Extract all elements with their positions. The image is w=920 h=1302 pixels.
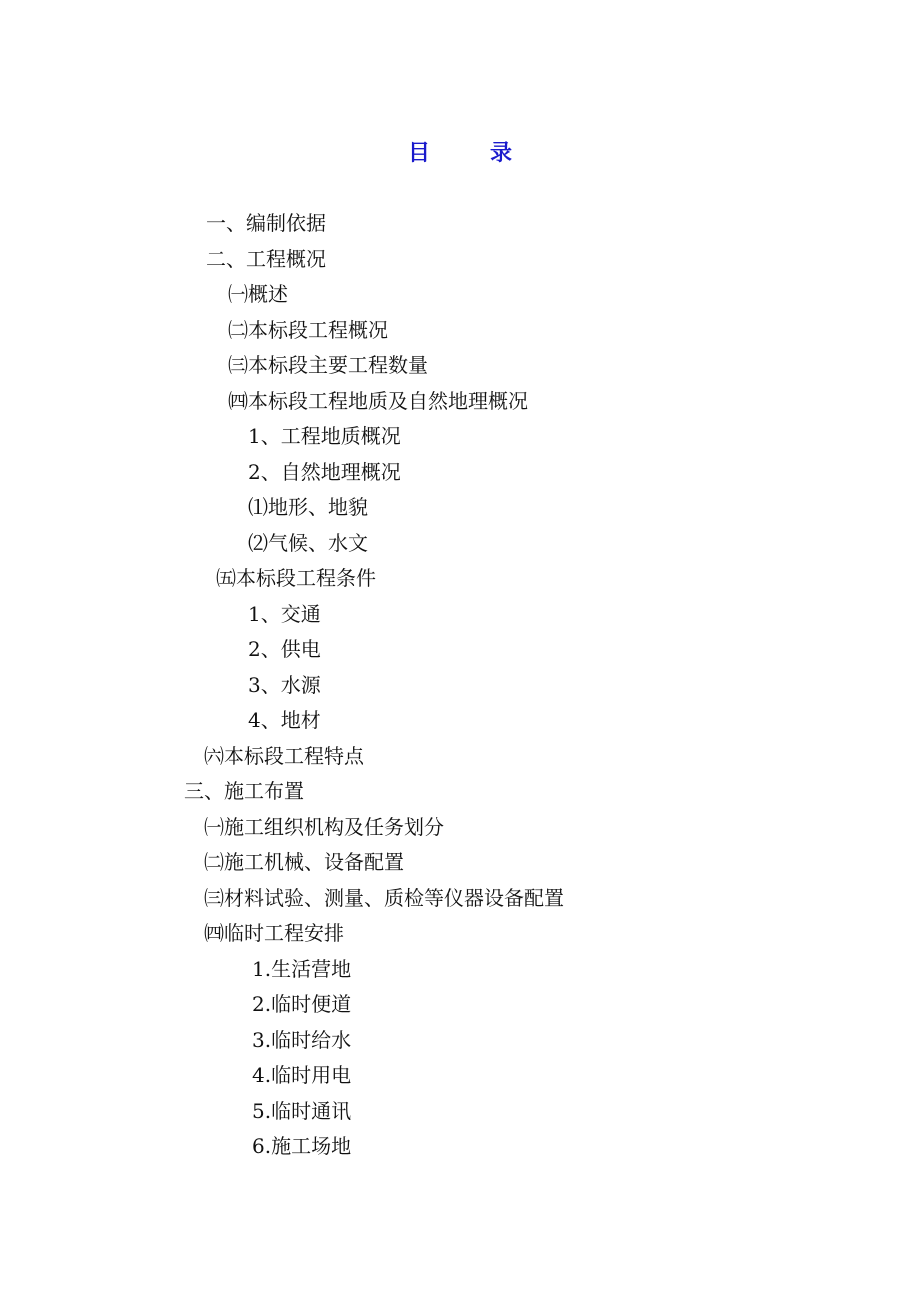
toc-entry: ㈠概述 [228,282,288,306]
toc-entry: ㈢本标段主要工程数量 [228,353,428,377]
toc-entry: ㈣临时工程安排 [204,921,344,945]
title-char-1: 目 [407,140,430,166]
table-of-contents [0,206,920,1165]
toc-entry: ⑵气候、水文 [248,530,368,555]
toc-entry: 1、交通 [248,601,321,626]
toc-entry: ㈣本标段工程地质及自然地理概况 [228,388,528,413]
toc-entry: 三、施工布置 [184,779,304,803]
toc-entry: 5.临时通讯 [252,1098,352,1123]
toc-entry: 4、地材 [248,708,321,732]
toc-entry: ㈥本标段工程特点 [204,743,364,768]
page-title [0,138,920,168]
toc-entry: 2、自然地理概况 [248,459,401,484]
toc-entry: 一、编制依据 [206,211,326,235]
toc-entry: 3.临时给水 [252,1027,352,1052]
toc-entry: ㈤本标段工程条件 [216,566,376,590]
toc-entry: 二、工程概况 [206,246,326,271]
toc-entry: ㈢材料试验、测量、质检等仪器设备配置 [204,885,564,910]
toc-entry: 1、工程地质概况 [248,424,401,448]
toc-entry: 3、水源 [248,672,321,697]
title-char-2: 录 [490,140,513,166]
toc-entry: 2、供电 [248,637,321,661]
toc-entry: ㈠施工组织机构及任务划分 [204,814,444,839]
toc-entry: 4.临时用电 [252,1063,352,1087]
toc-entry: 6.施工场地 [252,1134,352,1158]
toc-entry: ㈡施工机械、设备配置 [204,850,404,874]
toc-entry: ㈡本标段工程概况 [228,317,388,342]
toc-entry: 2.临时便道 [252,992,352,1016]
toc-entry: ⑴地形、地貌 [248,495,368,519]
toc-entry: 1.生活营地 [252,956,352,981]
